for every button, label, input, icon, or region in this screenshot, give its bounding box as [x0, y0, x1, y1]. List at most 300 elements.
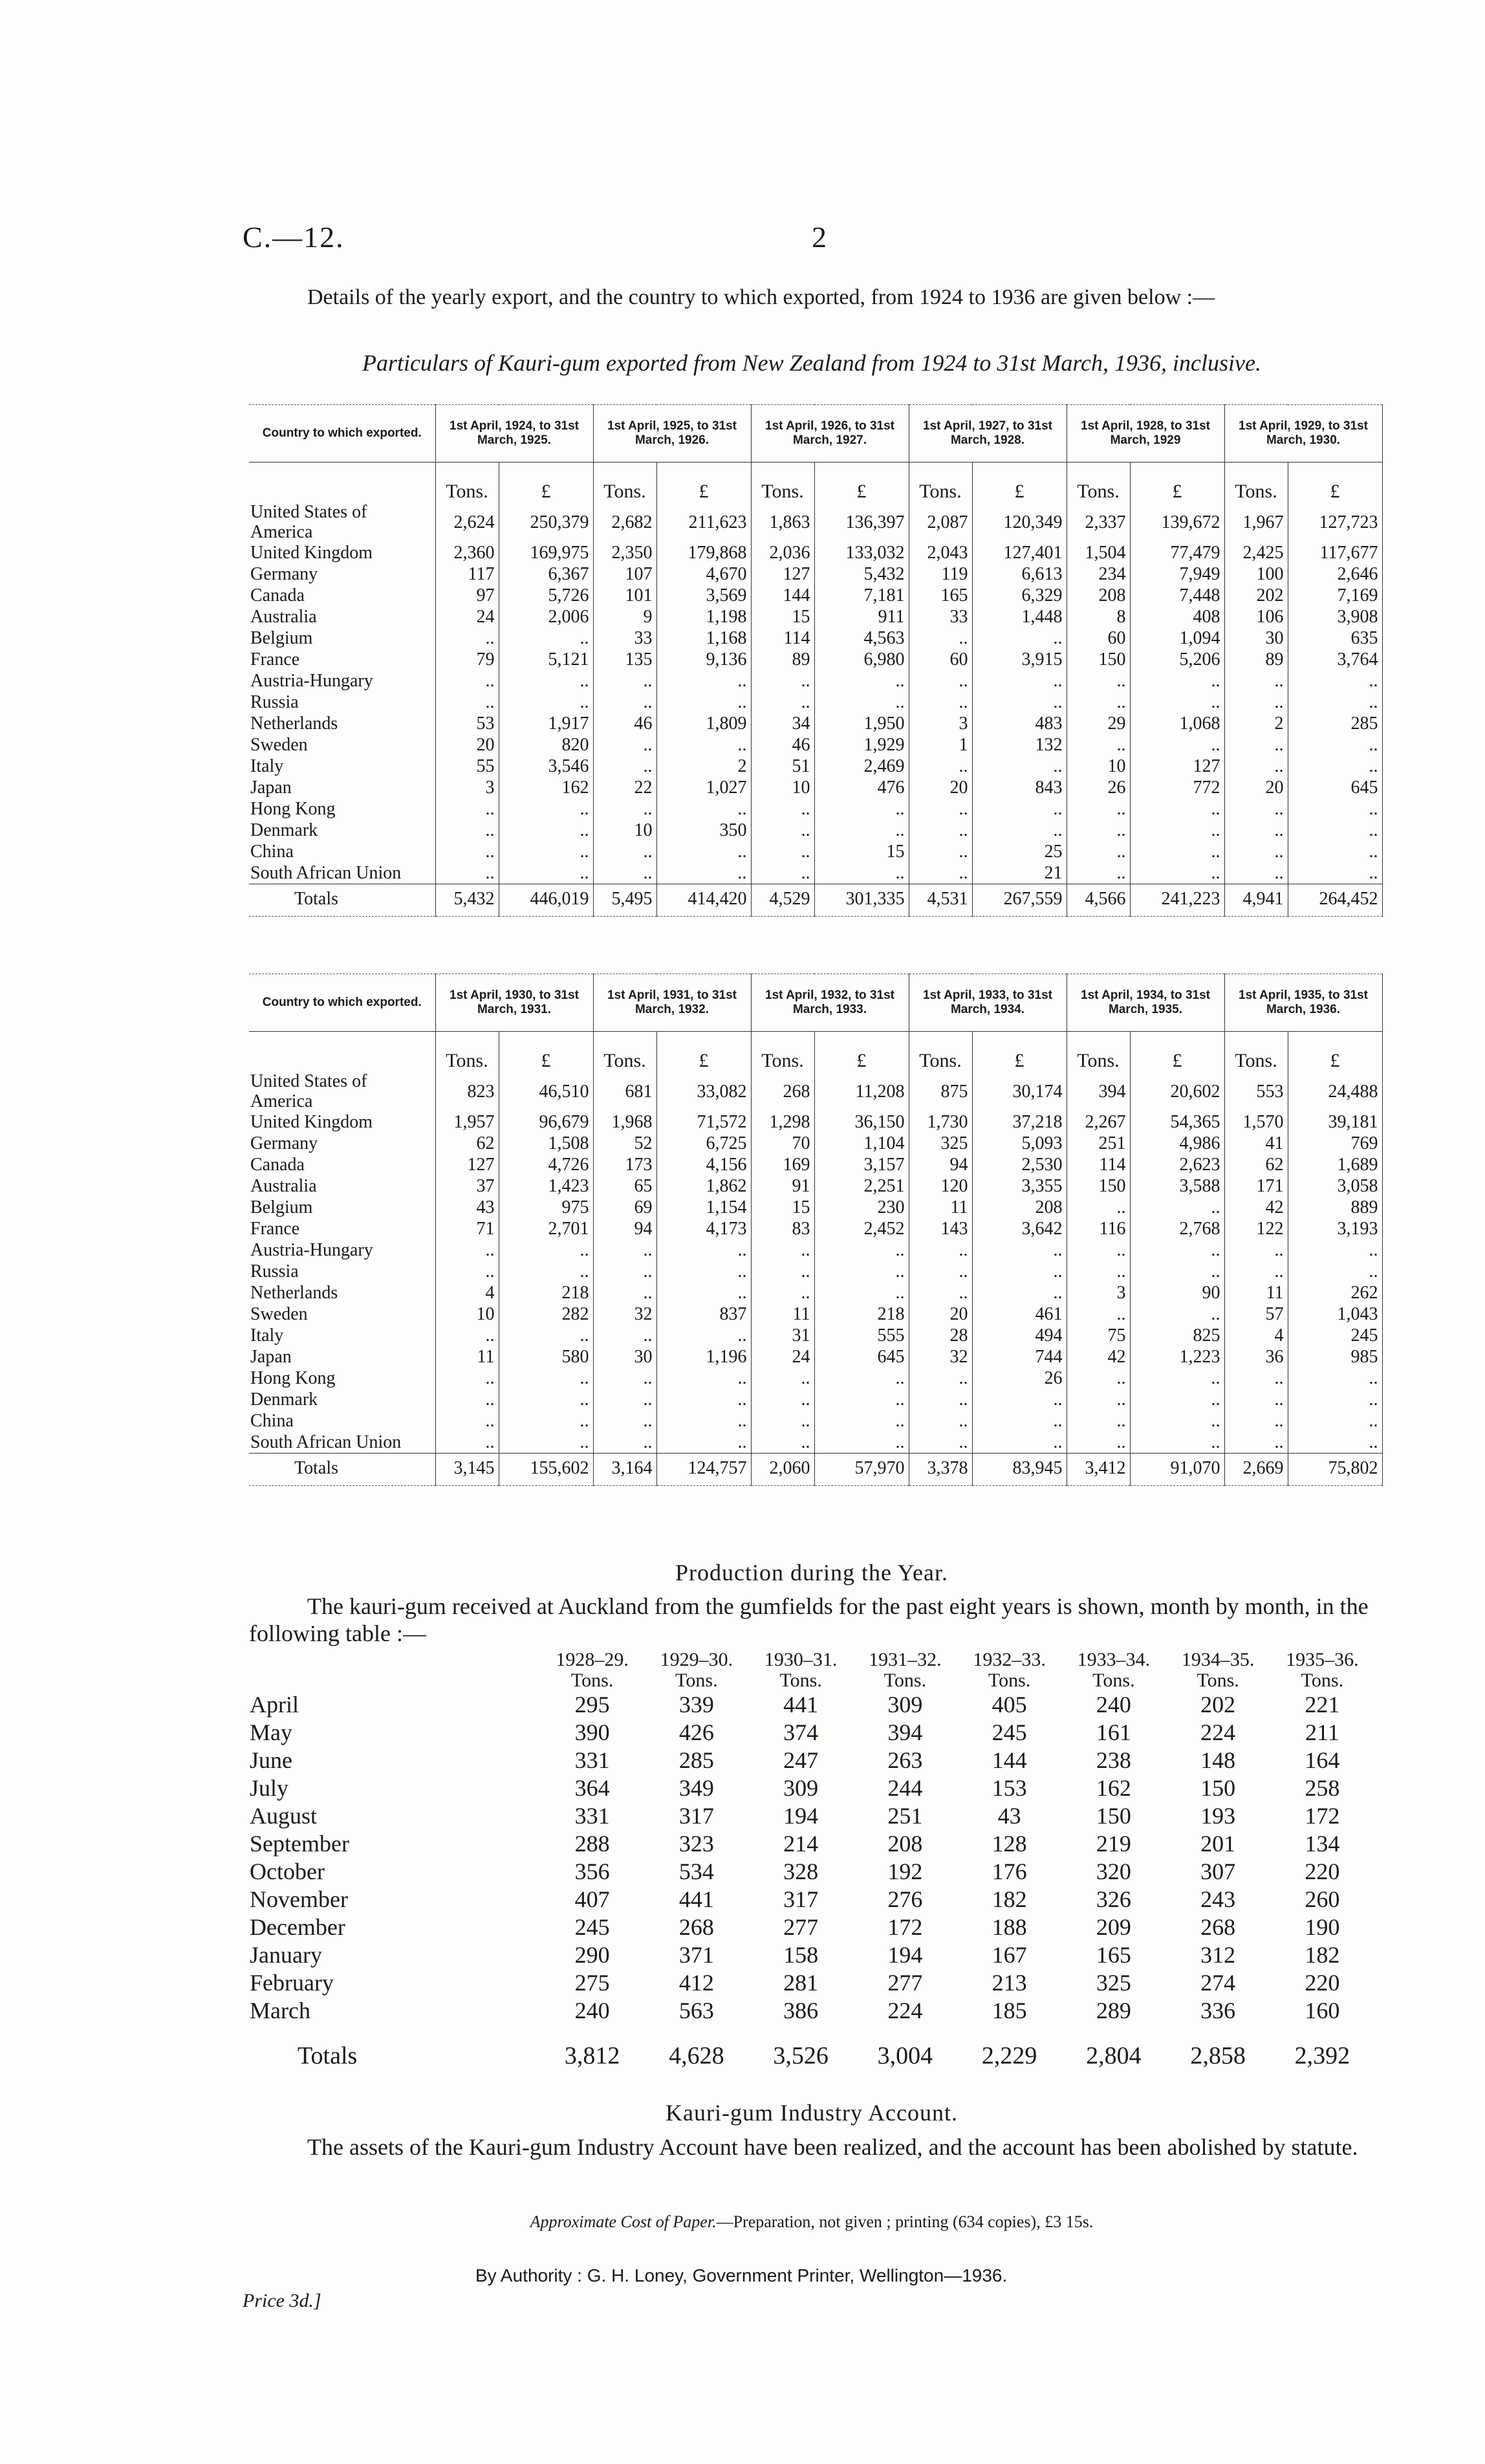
tons-cell: 553 — [1224, 1071, 1288, 1111]
month-value: 312 — [1200, 1942, 1236, 1968]
tons-cell: .. — [593, 841, 656, 862]
tons-cell: .. — [1067, 1368, 1130, 1389]
month-value: 185 — [992, 1998, 1027, 2023]
pounds-cell: 5,121 — [499, 649, 593, 670]
tons-cell: .. — [435, 1239, 499, 1261]
pounds-cell: 1,862 — [656, 1175, 751, 1197]
month-name: November — [250, 1886, 348, 1912]
year-header: 1930–31. — [764, 1649, 838, 1670]
pounds-cell: 133,032 — [814, 542, 909, 563]
export-table-caption: Particulars of Kauri-gum exported from New Zealand from 1924 to 31st March, 1936, inclusive. — [362, 350, 1261, 376]
tons-cell: 165 — [909, 585, 972, 606]
country-cell: United Kingdom — [249, 542, 435, 563]
pounds-cell: 11,208 — [814, 1071, 909, 1111]
tons-cell: 823 — [435, 1071, 499, 1111]
total-value: 2,804 — [1086, 2042, 1142, 2069]
total-pounds-cell: 264,452 — [1288, 884, 1382, 917]
month-name: March — [250, 1998, 310, 2023]
month-value: 394 — [887, 1719, 923, 1745]
tons-cell: .. — [751, 670, 814, 692]
tons-cell: 117 — [435, 563, 499, 585]
tons-cell: .. — [1224, 692, 1288, 713]
tons-cell: 875 — [909, 1071, 972, 1111]
pounds-cell: 3,546 — [499, 756, 593, 777]
pounds-cell: 24,488 — [1288, 1071, 1382, 1111]
table-row — [249, 734, 1382, 756]
tons-cell: .. — [1067, 1303, 1130, 1325]
month-value: 426 — [678, 1719, 714, 1745]
tons-cell: 24 — [751, 1346, 814, 1368]
tons-cell: 234 — [1067, 563, 1130, 585]
page-number: 2 — [812, 221, 827, 254]
tons-cell: 171 — [1224, 1175, 1288, 1197]
total-tons-cell: 4,566 — [1067, 884, 1130, 917]
country-cell: Australia — [249, 606, 435, 627]
pounds-cell: 77,479 — [1130, 542, 1224, 563]
table-row — [249, 1325, 1382, 1346]
pounds-cell: .. — [656, 1410, 751, 1432]
month-row — [249, 1997, 1374, 2025]
month-value: 356 — [574, 1859, 610, 1884]
month-value: 245 — [574, 1914, 610, 1940]
pounds-cell: .. — [1288, 1410, 1382, 1432]
pounds-cell: 90 — [1130, 1282, 1224, 1303]
tons-cell: 32 — [593, 1303, 656, 1325]
period-header: 1st April, 1934, to 31st March, 1935. — [1067, 974, 1224, 1032]
pounds-cell: .. — [499, 1325, 593, 1346]
table-row — [249, 1368, 1382, 1389]
pounds-cell: 3,908 — [1288, 606, 1382, 627]
pounds-cell: .. — [499, 841, 593, 862]
unit-tons-label: Tons. — [1224, 463, 1288, 503]
unit-tons-label: Tons. — [909, 463, 972, 503]
total-tons-cell: 3,412 — [1067, 1454, 1130, 1486]
tons-cell: .. — [1224, 1432, 1288, 1454]
tons-cell: .. — [1067, 862, 1130, 884]
month-value: 295 — [574, 1692, 610, 1717]
pounds-cell: 1,154 — [656, 1197, 751, 1218]
tons-cell: .. — [593, 1282, 656, 1303]
total-value: 2,392 — [1294, 2042, 1350, 2069]
pounds-cell: 843 — [972, 777, 1067, 798]
tons-cell: .. — [435, 820, 499, 841]
tons-cell: 2,360 — [435, 542, 499, 563]
pounds-cell: .. — [1130, 1261, 1224, 1282]
tons-cell: .. — [435, 1410, 499, 1432]
intro-paragraph: Details of the yearly export, and the country to which exported, from 1924 to 1936 are given below :— — [307, 285, 1215, 309]
table-row — [249, 820, 1382, 841]
pounds-cell: 494 — [972, 1325, 1067, 1346]
pounds-cell: 7,169 — [1288, 585, 1382, 606]
pounds-cell: 1,809 — [656, 713, 751, 734]
pounds-cell: .. — [1130, 1410, 1224, 1432]
total-tons-cell: 3,164 — [593, 1454, 656, 1486]
country-cell: China — [249, 1410, 435, 1432]
month-name: January — [250, 1942, 322, 1968]
tons-cell: 89 — [1224, 649, 1288, 670]
month-value: 224 — [1200, 1719, 1236, 1745]
pounds-cell: .. — [972, 756, 1067, 777]
tons-cell: .. — [593, 1389, 656, 1410]
tons-cell: 46 — [751, 734, 814, 756]
tons-cell: 94 — [909, 1154, 972, 1175]
table-row — [249, 1410, 1382, 1432]
tons-cell: .. — [593, 1239, 656, 1261]
tons-cell: 268 — [751, 1071, 814, 1111]
tons-cell: 208 — [1067, 585, 1130, 606]
country-cell: Germany — [249, 1133, 435, 1154]
month-row — [249, 1802, 1374, 1830]
unit-pounds-label: £ — [972, 1032, 1067, 1072]
pounds-cell: 39,181 — [1288, 1111, 1382, 1133]
month-row — [249, 1774, 1374, 1802]
pounds-cell: .. — [814, 1282, 909, 1303]
pounds-cell: .. — [814, 1432, 909, 1454]
tons-cell: 83 — [751, 1218, 814, 1239]
pounds-cell: 2,646 — [1288, 563, 1382, 585]
pounds-cell: .. — [814, 1389, 909, 1410]
month-value: 211 — [1305, 1719, 1339, 1745]
pounds-cell: .. — [656, 1432, 751, 1454]
pounds-cell: 1,043 — [1288, 1303, 1382, 1325]
month-row — [249, 1747, 1374, 1774]
tons-cell: 62 — [1224, 1154, 1288, 1175]
tons-cell: 2,337 — [1067, 502, 1130, 542]
month-value: 263 — [887, 1747, 923, 1773]
pounds-cell: 250,379 — [499, 502, 593, 542]
pounds-cell: 208 — [972, 1197, 1067, 1218]
pounds-cell: 7,949 — [1130, 563, 1224, 585]
pounds-cell: 132 — [972, 734, 1067, 756]
month-value: 534 — [678, 1859, 714, 1884]
pounds-cell: .. — [972, 1410, 1067, 1432]
tons-cell: .. — [909, 1239, 972, 1261]
unit-pounds-label: £ — [1130, 463, 1224, 503]
pounds-cell: 46,510 — [499, 1071, 593, 1111]
total-value: 2,229 — [981, 2042, 1037, 2069]
month-value: 412 — [678, 1970, 714, 1996]
table-row — [249, 1389, 1382, 1410]
pounds-cell: 1,950 — [814, 713, 909, 734]
month-value: 209 — [1096, 1914, 1131, 1940]
totals-label: Totals — [249, 884, 435, 917]
country-cell: Belgium — [249, 1197, 435, 1218]
pounds-cell: 555 — [814, 1325, 909, 1346]
tons-cell: .. — [593, 1325, 656, 1346]
tons-cell: 173 — [593, 1154, 656, 1175]
month-value: 390 — [574, 1719, 610, 1745]
period-header: 1st April, 1925, to 31st March, 1926. — [593, 405, 751, 463]
table-row — [249, 502, 1382, 542]
unit-pounds-label: £ — [656, 1032, 751, 1072]
account-title: Kauri-gum Industry Account. — [666, 2100, 958, 2126]
total-value: 4,628 — [669, 2042, 724, 2069]
pounds-cell: 6,367 — [499, 563, 593, 585]
pounds-cell: 4,156 — [656, 1154, 751, 1175]
pounds-cell: .. — [1130, 862, 1224, 884]
tons-cell: 4 — [1224, 1325, 1288, 1346]
pounds-cell: 820 — [499, 734, 593, 756]
month-value: 441 — [783, 1692, 819, 1717]
total-tons-cell: 4,941 — [1224, 884, 1288, 917]
tons-cell: 1,967 — [1224, 502, 1288, 542]
month-value: 128 — [992, 1831, 1027, 1857]
month-value: 275 — [574, 1970, 610, 1996]
month-header-spacer — [249, 1650, 540, 1670]
tons-cell: .. — [751, 692, 814, 713]
country-column-header: Country to which exported. — [249, 405, 435, 463]
tons-cell: .. — [1067, 1197, 1130, 1218]
tons-cell: .. — [1224, 862, 1288, 884]
month-value: 194 — [783, 1803, 819, 1829]
pounds-cell: 282 — [499, 1303, 593, 1325]
tons-cell: .. — [435, 1325, 499, 1346]
unit-pounds-label: £ — [1288, 463, 1382, 503]
pounds-cell: 889 — [1288, 1197, 1382, 1218]
pounds-cell: 4,670 — [656, 563, 751, 585]
month-name: September — [250, 1831, 349, 1857]
pounds-cell: 245 — [1288, 1325, 1382, 1346]
tons-cell: 15 — [751, 1197, 814, 1218]
pounds-cell: .. — [814, 798, 909, 820]
tons-cell: .. — [593, 1261, 656, 1282]
tons-cell: .. — [909, 1282, 972, 1303]
month-name: December — [250, 1914, 345, 1940]
unit-pounds-label: £ — [499, 463, 593, 503]
country-cell: Australia — [249, 1175, 435, 1197]
country-cell: Italy — [249, 756, 435, 777]
pounds-cell: 645 — [1288, 777, 1382, 798]
tons-cell: 20 — [909, 1303, 972, 1325]
tons-cell: 43 — [435, 1197, 499, 1218]
tons-cell: .. — [751, 1368, 814, 1389]
pounds-cell: 3,569 — [656, 585, 751, 606]
pounds-cell: 136,397 — [814, 502, 909, 542]
month-name: February — [250, 1970, 334, 1996]
table-row — [249, 1346, 1382, 1368]
pounds-cell: 218 — [814, 1303, 909, 1325]
month-value: 176 — [992, 1859, 1027, 1884]
pounds-cell: 4,726 — [499, 1154, 593, 1175]
tons-cell: .. — [751, 1410, 814, 1432]
tons-cell: 1,504 — [1067, 542, 1130, 563]
production-totals-row — [249, 2025, 1374, 2070]
pounds-cell: 483 — [972, 713, 1067, 734]
tons-cell: 75 — [1067, 1325, 1130, 1346]
tons-cell: .. — [909, 1368, 972, 1389]
period-header: 1st April, 1927, to 31st March, 1928. — [909, 405, 1067, 463]
pounds-cell: .. — [656, 841, 751, 862]
month-value: 288 — [574, 1831, 610, 1857]
pounds-cell: .. — [1288, 841, 1382, 862]
tons-cell: 122 — [1224, 1218, 1288, 1239]
total-tons-cell: 4,529 — [751, 884, 814, 917]
tons-cell: 4 — [435, 1282, 499, 1303]
tons-cell: 10 — [435, 1303, 499, 1325]
pounds-cell: 1,223 — [1130, 1346, 1224, 1368]
month-value: 190 — [1305, 1914, 1340, 1940]
country-column-header: Country to which exported. — [249, 974, 435, 1032]
tons-cell: .. — [1224, 756, 1288, 777]
tons-cell: .. — [1224, 1368, 1288, 1389]
country-cell: Hong Kong — [249, 1368, 435, 1389]
pounds-cell: 96,679 — [499, 1111, 593, 1133]
pounds-cell: 9,136 — [656, 649, 751, 670]
month-value: 374 — [783, 1719, 819, 1745]
tons-cell: 60 — [1067, 627, 1130, 649]
pounds-cell: 2,701 — [499, 1218, 593, 1239]
table-row — [249, 670, 1382, 692]
total-tons-cell: 2,060 — [751, 1454, 814, 1486]
month-row — [249, 1858, 1374, 1886]
month-value: 290 — [574, 1942, 610, 1968]
pounds-cell: 3,058 — [1288, 1175, 1382, 1197]
pounds-cell: 6,613 — [972, 563, 1067, 585]
pounds-cell: 5,093 — [972, 1133, 1067, 1154]
pounds-cell: .. — [972, 670, 1067, 692]
tons-cell: .. — [751, 1239, 814, 1261]
pounds-cell: .. — [972, 627, 1067, 649]
pounds-cell: 1,196 — [656, 1346, 751, 1368]
pounds-cell: .. — [1288, 692, 1382, 713]
pounds-cell: .. — [1130, 670, 1224, 692]
country-cell: Italy — [249, 1325, 435, 1346]
pounds-cell: .. — [1288, 820, 1382, 841]
table-row — [249, 1071, 1382, 1111]
pounds-cell: 1,168 — [656, 627, 751, 649]
unit-tons-label: Tons. — [883, 1670, 927, 1691]
month-value: 221 — [1305, 1692, 1340, 1717]
tons-cell: .. — [1067, 841, 1130, 862]
pounds-cell: 837 — [656, 1303, 751, 1325]
table-row — [249, 649, 1382, 670]
pounds-cell: 911 — [814, 606, 909, 627]
month-value: 371 — [678, 1942, 714, 1968]
tons-cell: .. — [909, 1389, 972, 1410]
tons-cell: 65 — [593, 1175, 656, 1197]
country-cell: United Kingdom — [249, 1111, 435, 1133]
pounds-cell: 772 — [1130, 777, 1224, 798]
tons-cell: 2,425 — [1224, 542, 1288, 563]
tons-cell: .. — [751, 1282, 814, 1303]
pounds-cell: 15 — [814, 841, 909, 862]
pounds-cell: .. — [1130, 1368, 1224, 1389]
total-pounds-cell: 75,802 — [1288, 1454, 1382, 1486]
tons-cell: .. — [435, 627, 499, 649]
total-pounds-cell: 301,335 — [814, 884, 909, 917]
pounds-cell: .. — [1130, 1432, 1224, 1454]
pounds-cell: .. — [499, 1239, 593, 1261]
month-value: 317 — [678, 1803, 714, 1829]
pounds-cell: 2,006 — [499, 606, 593, 627]
month-value: 158 — [783, 1942, 819, 1968]
tons-cell: 91 — [751, 1175, 814, 1197]
tons-cell: 394 — [1067, 1071, 1130, 1111]
month-value: 164 — [1305, 1747, 1340, 1773]
month-value: 268 — [1200, 1914, 1236, 1940]
pounds-cell: 26 — [972, 1368, 1067, 1389]
pounds-cell: 1,508 — [499, 1133, 593, 1154]
total-value: 3,812 — [564, 2042, 620, 2069]
month-value: 277 — [887, 1970, 923, 1996]
total-pounds-cell: 241,223 — [1130, 884, 1224, 917]
month-value: 441 — [678, 1886, 714, 1912]
month-value: 281 — [783, 1970, 819, 1996]
pounds-cell: 975 — [499, 1197, 593, 1218]
pounds-cell: 5,206 — [1130, 649, 1224, 670]
tons-cell: 22 — [593, 777, 656, 798]
tons-cell: .. — [1067, 1432, 1130, 1454]
tons-cell: 32 — [909, 1346, 972, 1368]
month-row — [249, 1691, 1374, 1719]
tons-cell: 57 — [1224, 1303, 1288, 1325]
pounds-cell: .. — [656, 670, 751, 692]
month-value: 150 — [1096, 1803, 1131, 1829]
pounds-cell: .. — [656, 1239, 751, 1261]
tons-cell: 3 — [909, 713, 972, 734]
pounds-cell: 36,150 — [814, 1111, 909, 1133]
pounds-cell: 1,689 — [1288, 1154, 1382, 1175]
month-value: 160 — [1305, 1998, 1340, 2023]
table-row — [249, 756, 1382, 777]
pounds-cell: 162 — [499, 777, 593, 798]
tons-cell: 1,298 — [751, 1111, 814, 1133]
tons-cell: .. — [909, 756, 972, 777]
total-tons-cell: 5,432 — [435, 884, 499, 917]
pounds-cell: 1,448 — [972, 606, 1067, 627]
pounds-cell: 1,068 — [1130, 713, 1224, 734]
tons-cell: 62 — [435, 1133, 499, 1154]
month-value: 194 — [887, 1942, 923, 1968]
pounds-cell: 2,530 — [972, 1154, 1067, 1175]
tons-cell: .. — [1067, 670, 1130, 692]
total-pounds-cell: 446,019 — [499, 884, 593, 917]
tons-cell: .. — [1224, 841, 1288, 862]
pounds-cell: .. — [1130, 1197, 1224, 1218]
pounds-cell: 139,672 — [1130, 502, 1224, 542]
unit-tons-label: Tons. — [1067, 1032, 1130, 1072]
pounds-cell: 3,193 — [1288, 1218, 1382, 1239]
tons-cell: 143 — [909, 1218, 972, 1239]
tons-cell: 114 — [1067, 1154, 1130, 1175]
pounds-cell: .. — [1288, 1239, 1382, 1261]
month-value: 244 — [887, 1775, 923, 1801]
tons-cell: .. — [435, 841, 499, 862]
pounds-cell: .. — [656, 1368, 751, 1389]
tons-cell: .. — [435, 1368, 499, 1389]
month-name: August — [250, 1803, 318, 1829]
month-value: 251 — [887, 1803, 923, 1829]
tons-cell: 20 — [435, 734, 499, 756]
unit-pounds-label: £ — [499, 1032, 593, 1072]
totals-label: Totals — [249, 1454, 435, 1486]
unit-tons-label: Tons. — [1067, 463, 1130, 503]
tons-cell: .. — [1224, 1410, 1288, 1432]
total-pounds-cell: 267,559 — [972, 884, 1067, 917]
month-value: 153 — [992, 1775, 1027, 1801]
tons-cell: 3 — [435, 777, 499, 798]
tons-cell: .. — [909, 820, 972, 841]
pounds-cell: .. — [1130, 1389, 1224, 1410]
table-row — [249, 1432, 1382, 1454]
total-pounds-cell: 414,420 — [656, 884, 751, 917]
table-row — [249, 1175, 1382, 1197]
country-cell: Germany — [249, 563, 435, 585]
tons-cell: .. — [1224, 1261, 1288, 1282]
month-value: 328 — [783, 1859, 819, 1884]
total-pounds-cell: 91,070 — [1130, 1454, 1224, 1486]
pounds-cell: 6,725 — [656, 1133, 751, 1154]
